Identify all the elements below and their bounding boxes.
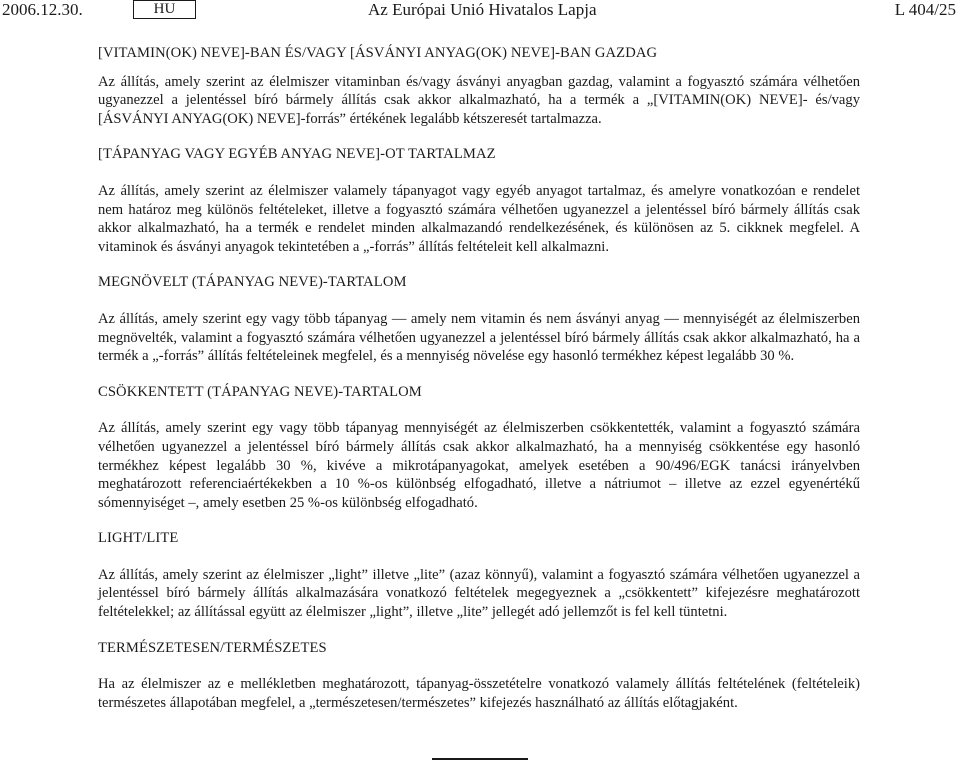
section-paragraph: Az állítás, amely szerint az élelmiszer vitaminban és/vagy ásványi anyagban gazdag, valamint a fogyasztó számára vélhetően ugyanezzel a jelentéssel bíró bármely állítás csak akkor alkalmazható, ha a termék a „[VITAMIN(OK) NEVE]- és/vagy [ÁSVÁNYI ANYAG(OK) NEVE]-forrás” értékének legalább kétszeresét tartalmazza. bbox=[98, 73, 860, 127]
section-paragraph: Az állítás, amely szerint az élelmiszer „light” illetve „lite” (azaz könnyű), valamint a fogyasztó számára vélhetően ugyanezzel a jelentéssel bíró bármely állítás alkalmazására vonatkozó feltételek megegyeznek a „csökkentett” kifejezésre meghatározott feltételekkel; az állítással együtt az élelmiszer „light”, illetve „lite” jellegét adó jellemzőt is fel kell tüntetni. bbox=[98, 566, 860, 621]
header-journal-title: Az Európai Unió Hivatalos Lapja bbox=[368, 0, 597, 19]
section-paragraph: Az állítás, amely szerint egy vagy több tápanyag — amely nem vitamin és nem ásványi anyag — mennyiségét az élelmiszerben megnövelték, valamint a fogyasztó számára vélhetően ugyanezzel a jelentéssel bíró bármely állítás csak akkor alkalmazható, ha a termék a „-forrás” állítás feltételeinek megfelel, és a mennyiség növelése egy hasonló termékhez képest legalább 30 %. bbox=[98, 310, 860, 365]
section-vitamin-mineral-rich bbox=[98, 44, 860, 128]
section-paragraph: Az állítás, amely szerint az élelmiszer valamely tápanyagot vagy egyéb anyagot tartalmaz, és amelyre vonatkozóan e rendelet nem határoz meg különös feltételeket, illetve a fogyasztó számára vélhetően ugyanezzel a jelentéssel bíró bármely állítás csak akkor alkalmazható, ha a termék e rendelet minden alkalmazandó rendelkezésének, és különösen az 5. cikknek megfelel. A vitaminok és ásványi anyagok tekintetében a „-forrás” állítás feltételeit kell alkalmazni. bbox=[98, 182, 860, 255]
section-heading: [TÁPANYAG VAGY EGYÉB ANYAG NEVE]-OT TARTALMAZ bbox=[98, 146, 496, 163]
header-language-box: HU bbox=[133, 0, 196, 19]
section-light-lite bbox=[98, 529, 860, 621]
section-heading: LIGHT/LITE bbox=[98, 530, 179, 547]
header-date: 2006.12.30. bbox=[2, 0, 83, 19]
section-increased-content bbox=[98, 273, 860, 365]
section-reduced-content bbox=[98, 383, 860, 513]
footer-divider bbox=[432, 758, 528, 760]
page-header bbox=[0, 0, 960, 24]
section-paragraph: Ha az élelmiszer az e mellékletben meghatározott, tápanyag-összetételre vonatkozó valamely állítás feltételének (feltételeik) természetes állapotában megfelel, a „természetesen/természetes” kifejezés használható az állítás előtagjaként. bbox=[98, 676, 860, 711]
section-heading: CSÖKKENTETT (TÁPANYAG NEVE)-TARTALOM bbox=[98, 383, 422, 400]
section-contains-nutrient bbox=[98, 145, 860, 256]
section-heading: MEGNÖVELT (TÁPANYAG NEVE)-TARTALOM bbox=[98, 274, 407, 291]
section-naturally-natural bbox=[98, 639, 860, 713]
section-paragraph: Az állítás, amely szerint egy vagy több tápanyag mennyiségét az élelmiszerben csökkentették, valamint a fogyasztó számára vélhetően ugyanezzel a jelentéssel bíró bármely állítás csak akkor alkalmazható, ha a mennyiség csökkentése egy hasonló termékhez képest legalább 30 %, kivéve a mikrotápanyagokat, amelyek esetében a 90/496/EGK tanácsi irányelvben meghatározott referenciaértékekben a 10 %-os különbség elfogadható, illetve a nátriumot – illetve az ezzel egyenértékű sómennyiséget –, amely esetben 25 %-os különbség elfogadható. bbox=[98, 420, 860, 511]
document-body bbox=[98, 44, 860, 729]
header-page-number: L 404/25 bbox=[894, 0, 956, 19]
section-heading: TERMÉSZETESEN/TERMÉSZETES bbox=[98, 639, 327, 656]
section-heading: [VITAMIN(OK) NEVE]-BAN ÉS/VAGY [ÁSVÁNYI ANYAG(OK) NEVE]-BAN GAZDAG bbox=[98, 45, 658, 61]
